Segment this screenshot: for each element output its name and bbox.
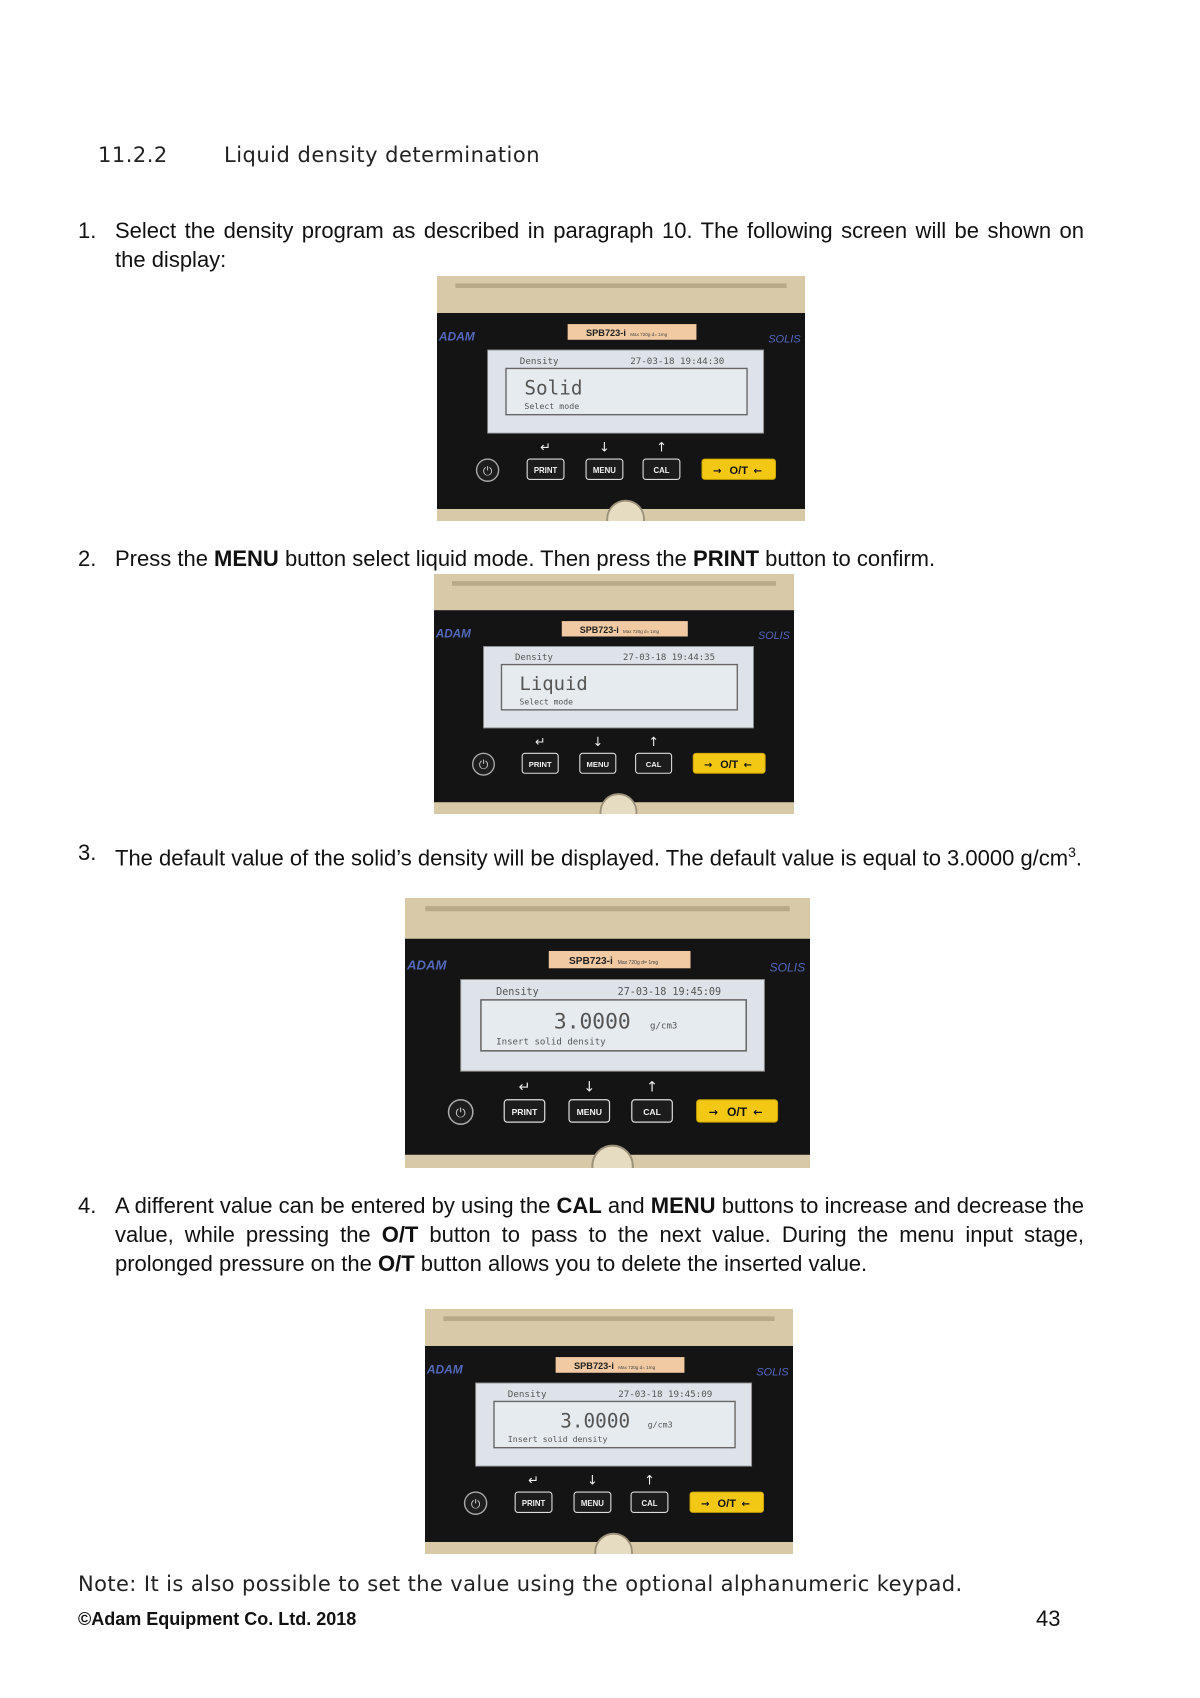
display-photo-density-default (405, 898, 810, 1168)
lcd-header: Density (507, 1388, 547, 1400)
ot-right-arrow-icon: ← (743, 759, 752, 771)
lcd-datetime: 27-03-18 19:44:30 (630, 355, 725, 367)
model-label: SPB723-i (586, 328, 626, 339)
up-arrow-icon: ↑ (648, 734, 659, 750)
brand-logo: ADAM (438, 329, 475, 344)
step-number: 3. (78, 840, 97, 865)
brand-logo: ADAM (435, 627, 471, 641)
up-arrow-icon: ↑ (644, 1473, 655, 1489)
series-logo: SOLIS (768, 333, 801, 346)
lcd-sub-text: Select mode (519, 696, 574, 707)
step-number: 4. (78, 1193, 97, 1218)
display-photo-liquid (434, 574, 794, 814)
text-run: A different value can be entered by using the (115, 1193, 557, 1218)
section-heading (98, 143, 540, 167)
page-number: 43 (1036, 1606, 1061, 1631)
lcd-unit: g/cm3 (647, 1419, 673, 1430)
lcd-datetime: 27-03-18 19:45:09 (617, 986, 722, 998)
step-text (115, 544, 1084, 573)
model-label: SPB723-i (579, 624, 619, 635)
lcd-unit: g/cm3 (650, 1021, 678, 1032)
step-1 (78, 216, 1084, 274)
bold-term: CAL (556, 1193, 602, 1218)
menu-key-label: MENU (580, 1498, 604, 1508)
down-arrow-icon: ↓ (592, 734, 604, 750)
print-key-label: PRINT (528, 759, 552, 769)
housing-edge (425, 906, 790, 911)
brand-logo: ADAM (407, 957, 447, 973)
step-text (115, 216, 1084, 274)
display-photo-density-edit (425, 1309, 793, 1554)
cal-key-label: CAL (645, 759, 662, 769)
ot-key-label: O/T (717, 1497, 736, 1510)
spec-label: Max 720g d= 1mg (630, 332, 668, 338)
step-number: 1. (78, 218, 97, 243)
text-run: and (601, 1193, 651, 1218)
bold-term: MENU (650, 1193, 716, 1218)
step-2 (78, 544, 1084, 573)
step-text (115, 1191, 1084, 1278)
text-run: button to confirm. (759, 546, 936, 571)
bold-term: MENU (214, 546, 279, 571)
note-text: Note: It is also possible to set the value using the optional alphanumeric keypad. (78, 1572, 963, 1596)
text-run: button to pass to the next value. During the menu input stage, prolonged pressure on the (115, 1222, 1084, 1276)
down-arrow-icon: ↓ (583, 1079, 596, 1096)
footer-copyright: ©Adam Equipment Co. Ltd. 2018 (78, 1609, 357, 1629)
ot-right-arrow-icon: ← (753, 1106, 763, 1120)
print-key-label: PRINT (511, 1106, 538, 1118)
step-text (115, 838, 1084, 872)
housing-edge (452, 581, 776, 586)
text-run: Select the density program as described in paragraph 10. The following screen will be shown on the display: (115, 218, 1084, 272)
menu-key-label: MENU (576, 1106, 602, 1118)
series-logo: SOLIS (756, 1366, 789, 1379)
menu-key-label: MENU (586, 759, 610, 769)
print-key-label: PRINT (533, 465, 558, 475)
text-run: buttons to increase and decrease the value, while pressing the (115, 1193, 1084, 1247)
lcd-header: Density (496, 986, 539, 998)
cal-key-label: CAL (641, 1498, 658, 1508)
ot-left-arrow-icon: → (713, 465, 722, 477)
lcd-header: Density (515, 653, 553, 664)
text-run: The default value of the solid’s density will be displayed. The default value is equal to 3.0000 g/cm (115, 845, 1069, 871)
step-number: 2. (78, 546, 97, 571)
ot-key-label: O/T (729, 464, 748, 477)
down-arrow-icon: ↓ (599, 440, 610, 456)
section-title: Liquid density determination (224, 143, 541, 167)
section-number: 11.2.2 (98, 143, 168, 167)
ot-right-arrow-icon: ← (741, 1498, 750, 1510)
power-symbol-icon: ⏻ (455, 1106, 466, 1122)
menu-key-label: MENU (592, 465, 616, 475)
power-symbol-icon: ⏻ (470, 1496, 481, 1511)
up-arrow-icon: ↑ (656, 440, 667, 456)
ot-left-arrow-icon: → (701, 1498, 710, 1510)
housing-top (437, 276, 805, 313)
housing-top (405, 898, 810, 939)
ot-left-arrow-icon: → (704, 759, 713, 771)
cal-key-label: CAL (643, 1106, 661, 1118)
lcd-sub-text: Select mode (524, 401, 580, 412)
step-4 (78, 1191, 1084, 1278)
superscript: 3 (1068, 844, 1076, 860)
bold-term: O/T (377, 1251, 415, 1276)
lcd-main-value: 3.0000 (560, 1409, 631, 1433)
lcd-main-value: Liquid (519, 672, 588, 695)
text-run: button allows you to delete the inserted value. (414, 1251, 868, 1276)
ot-left-arrow-icon: → (708, 1106, 719, 1120)
power-symbol-icon: ⏻ (478, 757, 489, 772)
text-run: . (1075, 845, 1083, 871)
housing-edge (455, 283, 786, 288)
lcd-header: Density (519, 355, 559, 367)
up-arrow-icon: ↑ (646, 1079, 658, 1096)
lcd-main-value: 3.0000 (553, 1009, 631, 1035)
enter-arrow-icon: ↵ (540, 440, 551, 456)
spec-label: Max 720g d= 1mg (623, 628, 660, 634)
brand-logo: ADAM (426, 1362, 463, 1377)
lcd-main-value: Solid (524, 376, 583, 400)
display-photo-solid (437, 276, 805, 521)
print-key-label: PRINT (521, 1498, 546, 1508)
model-label: SPB723-i (574, 1361, 614, 1372)
housing-top (425, 1309, 793, 1346)
power-symbol-icon: ⏻ (482, 463, 493, 478)
spec-label: Max 720g d= 1mg (618, 1365, 656, 1371)
ot-right-arrow-icon: ← (753, 465, 762, 477)
series-logo: SOLIS (758, 630, 790, 643)
enter-arrow-icon: ↵ (528, 1473, 539, 1489)
bold-term: O/T (381, 1222, 419, 1247)
text-run: button select liquid mode. Then press the (278, 546, 694, 571)
text-run: Press the (115, 546, 215, 571)
bold-term: PRINT (693, 546, 760, 571)
series-logo: SOLIS (769, 960, 806, 975)
housing-edge (443, 1316, 774, 1321)
housing-top (434, 574, 794, 610)
model-label: SPB723-i (569, 956, 613, 968)
lcd-datetime: 27-03-18 19:44:35 (623, 653, 715, 664)
lcd-datetime: 27-03-18 19:45:09 (618, 1388, 713, 1400)
enter-arrow-icon: ↵ (518, 1079, 531, 1096)
cal-key-label: CAL (653, 465, 670, 475)
lcd-sub-text: Insert solid density (496, 1037, 606, 1048)
lcd-sub-text: Insert solid density (507, 1434, 608, 1445)
enter-arrow-icon: ↵ (534, 734, 546, 750)
spec-label: Max 720g d= 1mg (617, 960, 659, 967)
ot-key-label: O/T (720, 758, 739, 771)
down-arrow-icon: ↓ (587, 1473, 598, 1489)
ot-key-label: O/T (726, 1105, 748, 1120)
step-3 (78, 838, 1084, 872)
